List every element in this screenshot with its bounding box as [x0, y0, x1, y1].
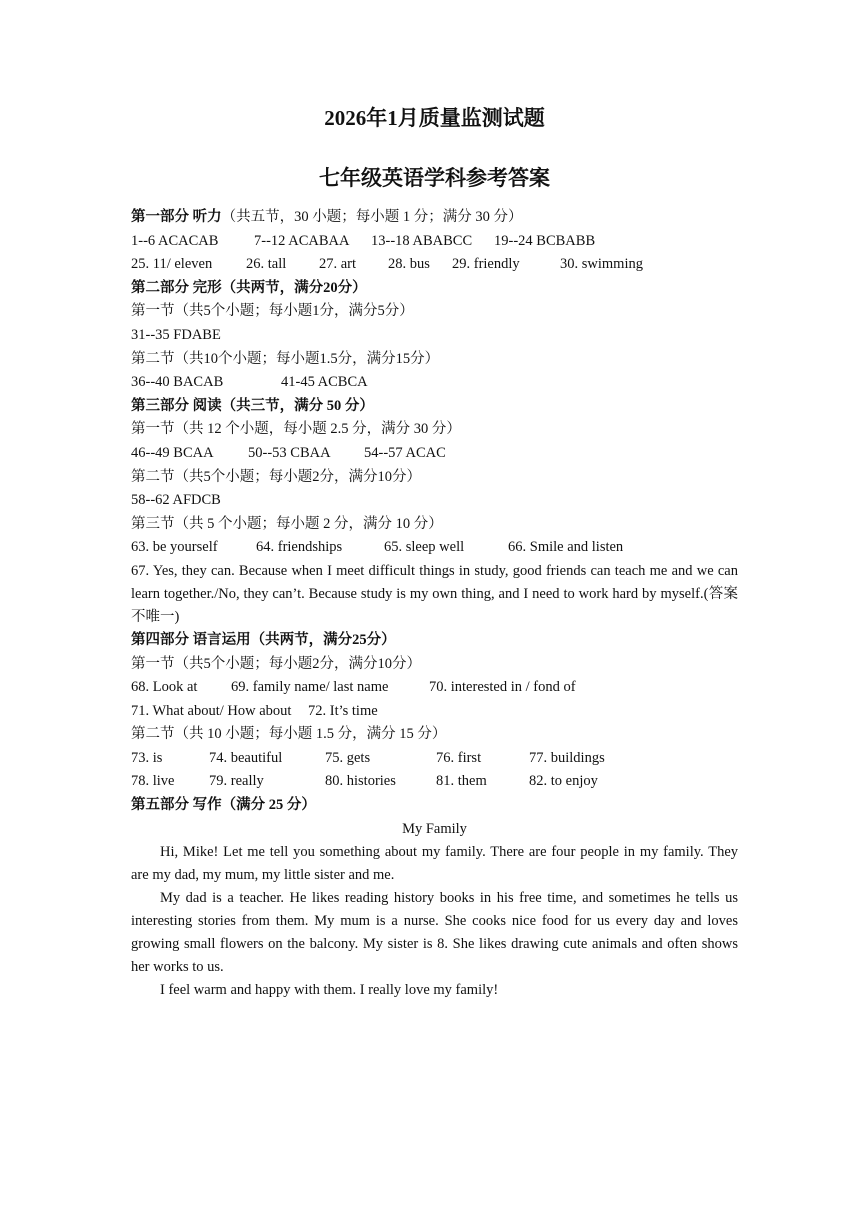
answer-item: 81. them: [436, 773, 487, 790]
part1-answers-row2: [131, 253, 738, 277]
answer-item: 68. Look at: [131, 679, 198, 696]
answer-item: 72. It’s time: [308, 702, 378, 719]
part2-sec2-answers: [131, 371, 738, 395]
answer-group: 19--24 BCBABB: [494, 232, 596, 249]
part4-answers-row2: [131, 700, 738, 724]
answer-item: 79. really: [209, 773, 264, 790]
answer-group: 7--12 ACABAA: [254, 232, 350, 249]
answer-group: 46--49 BCAA: [131, 444, 214, 461]
answer-group: 36--40 BACAB: [131, 374, 224, 391]
part2-heading: 第二部分 完形（共两节，满分20分）: [131, 279, 367, 296]
answer-item: 77. buildings: [529, 749, 605, 766]
answer-item: 29. friendly: [452, 256, 520, 273]
part4-sec1-label: 第一节（共5个小题；每小题2分，满分10分）: [131, 655, 421, 672]
part3-sec1-label: 第一节（共 12 个小题，每小题 2.5 分，满分 30 分）: [131, 421, 461, 438]
answer-group: 41-45 ACBCA: [281, 374, 368, 391]
answer-item: 65. sleep well: [384, 539, 465, 556]
answer-item: 82. to enjoy: [529, 773, 598, 790]
part5-heading: 第五部分 写作（满分 25 分）: [131, 797, 316, 814]
part4-answers-row1: [131, 676, 738, 700]
answer-item: 75. gets: [325, 749, 371, 766]
page-title: 2026年1月质量监测试题: [324, 106, 545, 130]
part3-sec2-label: 第二节（共5个小题；每小题2分，满分10分）: [131, 468, 421, 485]
answer-item: 71. What about/ How about: [131, 702, 292, 719]
answer-item: 69. family name/ last name: [231, 679, 389, 696]
q67-answer: 67. Yes, they can. Because when I meet difficult things in study, good friends can teach me and we can learn together./No, they can’t. Because study is my own thing, and I need to work hard by myself.(答案不唯一): [131, 562, 738, 625]
part3-sec3-answers: [131, 536, 738, 560]
answer-item: 80. histories: [325, 773, 396, 790]
answer-item: 63. be yourself: [131, 539, 218, 556]
part4-answers-row4: [131, 770, 738, 794]
answer-item: 76. first: [436, 749, 482, 766]
part2-sec1-label: 第一节（共5个小题；每小题1分，满分5分）: [131, 303, 414, 320]
answer-item: 66. Smile and listen: [508, 539, 624, 556]
answer-item: 73. is: [131, 749, 163, 766]
part3-sec3-label: 第三节（共 5 个小题；每小题 2 分，满分 10 分）: [131, 515, 443, 532]
answer-item: 74. beautiful: [209, 749, 283, 766]
answer-item: 28. bus: [388, 256, 430, 273]
essay-paragraph: I feel warm and happy with them. I really love my family!: [160, 982, 499, 999]
part1-note: （共五节，30 小题；每小题 1 分；满分 30 分）: [221, 209, 523, 225]
part3-sec1-answers: [131, 442, 738, 466]
answer-group: 50--53 CBAA: [248, 444, 331, 461]
answer-item: 26. tall: [246, 256, 287, 273]
part2-sec1-answers: 31--35 FDABE: [131, 326, 221, 343]
answer-item: 78. live: [131, 773, 175, 790]
part3-heading: 第三部分 阅读（共三节，满分 50 分）: [131, 397, 374, 414]
part1-heading: [131, 206, 738, 230]
answer-item: 27. art: [319, 256, 357, 273]
answer-group: 54--57 ACAC: [364, 444, 446, 461]
answer-group: 13--18 ABABCC: [371, 232, 473, 249]
answer-group: 1--6 ACACAB: [131, 232, 219, 249]
answer-item: 64. friendships: [256, 539, 343, 556]
part4-heading: 第四部分 语言运用（共两节，满分25分）: [131, 631, 396, 648]
part1-answers-row1: [131, 230, 738, 254]
part4-sec2-label: 第二节（共 10 小题；每小题 1.5 分，满分 15 分）: [131, 726, 447, 743]
answer-item: 30. swimming: [560, 256, 643, 273]
part2-sec2-label: 第二节（共10个小题；每小题1.5分，满分15分）: [131, 350, 440, 367]
essay-title: My Family: [402, 820, 467, 837]
answer-item: 70. interested in / fond of: [429, 679, 576, 696]
essay-paragraph: Hi, Mike! Let me tell you something about my family. There are four people in my family. They are my dad, my mum, my little sister and me.: [131, 844, 738, 884]
part4-answers-row3: [131, 747, 738, 771]
essay-paragraph: My dad is a teacher. He likes reading history books in his free time, and sometimes he tells us interesting stories from them. My mum is a nurse. She cooks nice food for us every day and loves growing small flowers on the balcony. My sister is 8. She likes drawing cute animals and often shows her works to us.: [131, 890, 738, 976]
part3-sec2-answers: 58--62 AFDCB: [131, 492, 221, 509]
part1-heading-text: 第一部分 听力: [131, 209, 222, 225]
answer-item: 25. 11/ eleven: [131, 256, 213, 273]
page-subtitle: 七年级英语学科参考答案: [319, 166, 550, 190]
